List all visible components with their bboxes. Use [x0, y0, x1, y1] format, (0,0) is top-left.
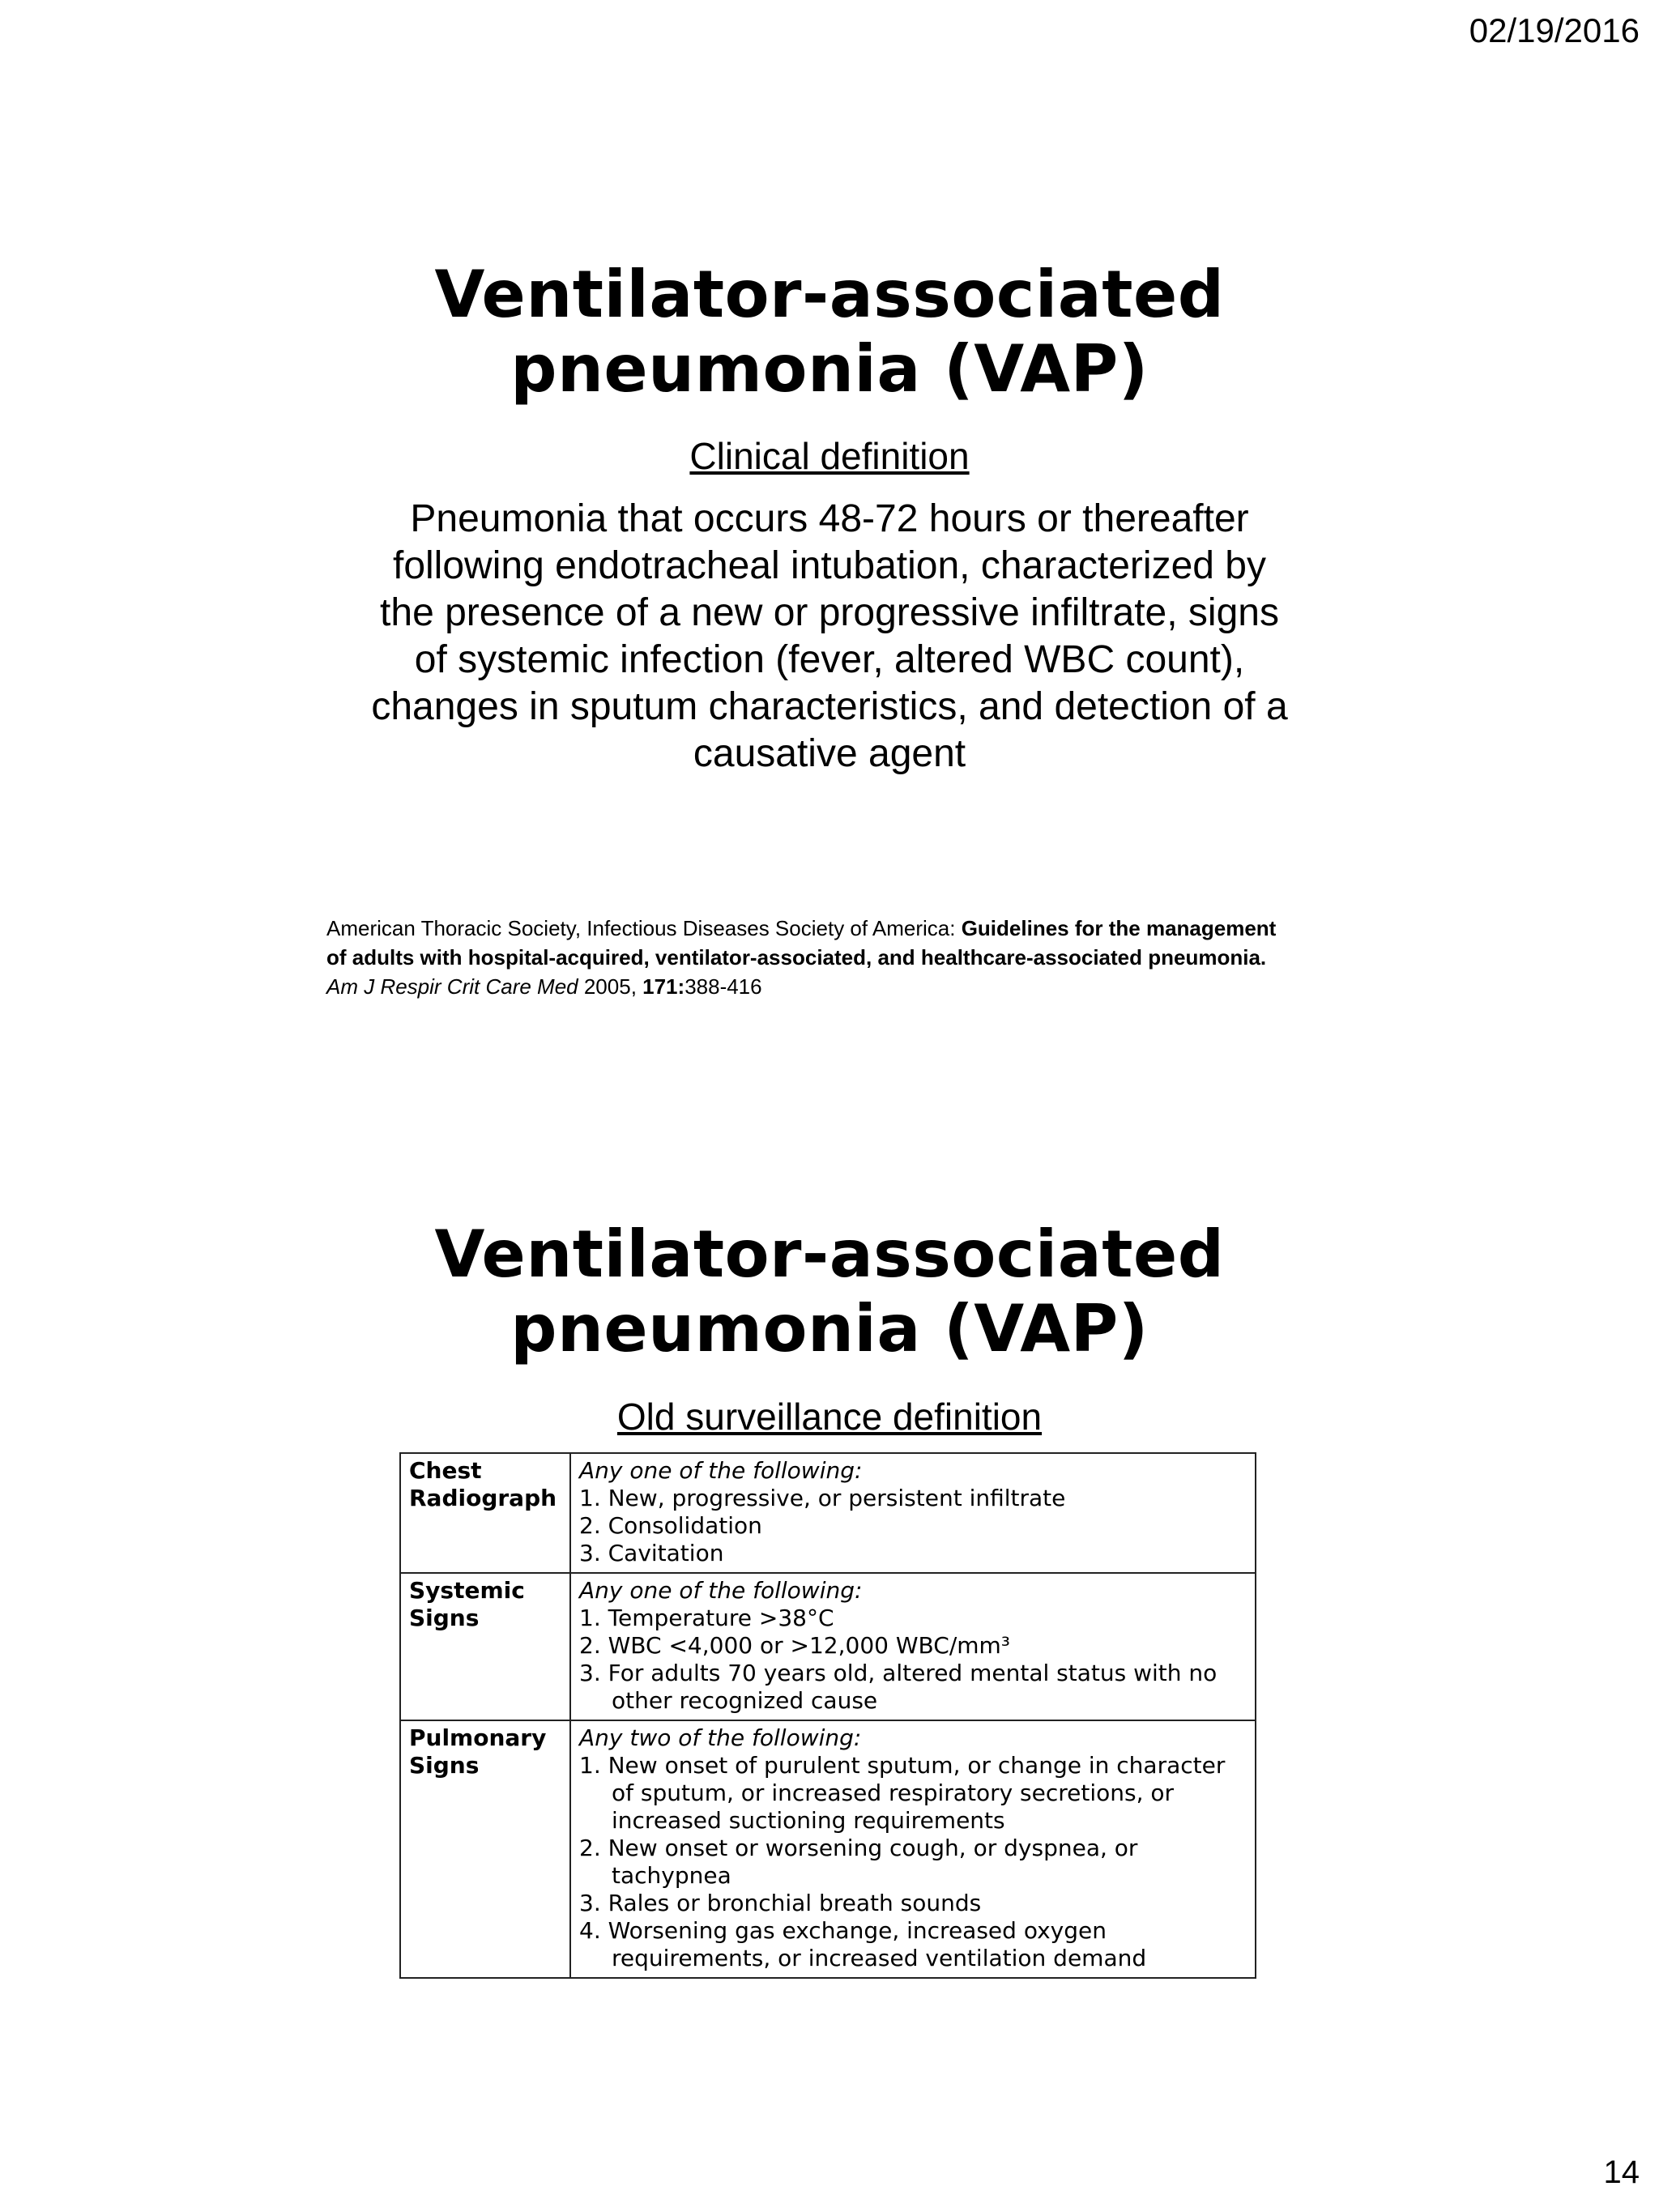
criteria-item: 1. Temperature >38°C: [579, 1605, 834, 1631]
slide1-subheading: Clinical definition: [689, 435, 970, 477]
slide1-title-line: pneumonia (VAP): [510, 331, 1149, 407]
table-row: [400, 1453, 1256, 1573]
criteria-list: [579, 1752, 1247, 1972]
citation-authors: American Thoracic Society, Infectious Diseases Society of America:: [326, 916, 962, 940]
surveillance-criteria-table: [399, 1452, 1256, 1979]
slide2-title-line: pneumonia (VAP): [510, 1291, 1149, 1366]
criteria-lead: Any one of the following:: [579, 1457, 863, 1484]
citation-volume: 171:: [642, 974, 685, 999]
category-label: Chest: [409, 1457, 482, 1484]
citation-line-2: [326, 943, 1380, 972]
definition-line: causative agent: [693, 732, 966, 775]
citation-title-part1: Guidelines for the management: [961, 916, 1277, 940]
criteria-lead: Any one of the following:: [579, 1577, 863, 1604]
slide1-title-line: Ventilator-associated: [434, 257, 1225, 332]
category-label: Signs: [409, 1752, 480, 1779]
category-cell: [400, 1573, 570, 1720]
criteria-item: 3. Cavitation: [579, 1540, 724, 1566]
clinical-definition-text: [340, 496, 1319, 778]
citation-line-1: [326, 914, 1380, 943]
criteria-item: 2. Consolidation: [579, 1512, 762, 1539]
slide2-subheading: Old surveillance definition: [616, 1396, 1043, 1438]
table-row: [400, 1573, 1256, 1720]
category-label: Signs: [409, 1605, 480, 1631]
definition-line: changes in sputum characteristics, and detection of a: [371, 685, 1288, 728]
criteria-item: 3. For adults 70 years old, altered mental status with no other recognized cause: [579, 1660, 1218, 1714]
criteria-cell: [570, 1720, 1256, 1978]
criteria-item: 2. New onset or worsening cough, or dyspnea, or tachypnea: [579, 1835, 1138, 1889]
citation-year: 2005,: [578, 974, 643, 999]
category-cell: [400, 1453, 570, 1573]
page-number: 14: [1603, 2154, 1640, 2190]
category-cell: [400, 1720, 570, 1978]
citation-title-part2: of adults with hospital-acquired, ventilator-associated, and healthcare-associated pneumonia.: [326, 945, 1267, 970]
definition-line: following endotracheal intubation, characterized by: [392, 544, 1266, 587]
criteria-item: 3. Rales or bronchial breath sounds: [579, 1890, 982, 1916]
citation-line-3: [326, 972, 1380, 1001]
citation-journal: Am J Respir Crit Care Med: [326, 974, 578, 999]
citation: [326, 914, 1380, 1001]
criteria-item: 2. WBC <4,000 or >12,000 WBC/mm³: [579, 1632, 1011, 1659]
criteria-item: 1. New onset of purulent sputum, or change in character of sputum, or increased respiratory secretions, or increased suctioning requirements: [579, 1752, 1226, 1834]
category-label: Systemic: [409, 1577, 525, 1604]
print-date: 02/19/2016: [1469, 11, 1640, 49]
definition-line: of systemic infection (fever, altered WBC count),: [414, 638, 1245, 681]
criteria-item: 1. New, progressive, or persistent infiltrate: [579, 1485, 1066, 1511]
criteria-lead: Any two of the following:: [579, 1724, 862, 1751]
slide2-title: [0, 1217, 1659, 1366]
criteria-item: 4. Worsening gas exchange, increased oxygen requirements, or increased ventilation demand: [579, 1917, 1147, 1971]
category-label: Radiograph: [409, 1485, 557, 1511]
criteria-list: [579, 1485, 1247, 1567]
criteria-list: [579, 1605, 1247, 1715]
slide2-title-line: Ventilator-associated: [434, 1217, 1225, 1292]
criteria-cell: [570, 1453, 1256, 1573]
citation-pages: 388-416: [684, 974, 762, 999]
category-label: Pulmonary: [409, 1724, 547, 1751]
table-row: [400, 1720, 1256, 1978]
definition-line: the presence of a new or progressive infiltrate, signs: [380, 591, 1279, 634]
criteria-cell: [570, 1573, 1256, 1720]
definition-line: Pneumonia that occurs 48-72 hours or thereafter: [410, 497, 1249, 540]
slide1-title: [0, 258, 1659, 407]
